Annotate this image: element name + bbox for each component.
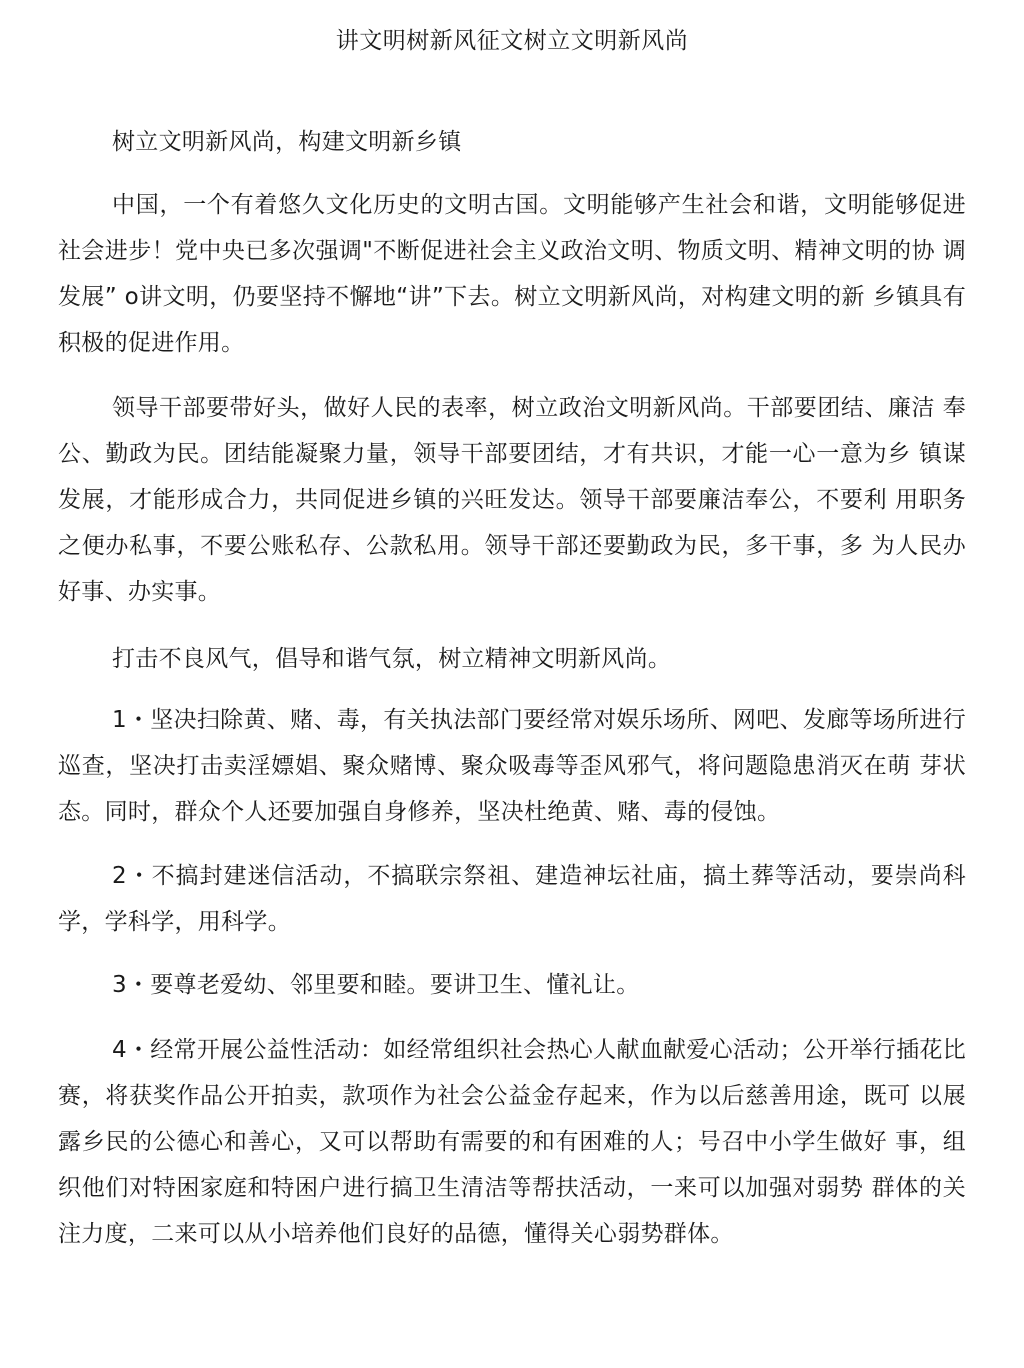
document-subtitle: 树立文明新风尚，构建文明新乡镇 (112, 129, 462, 155)
list-item-2: 2・不搞封建迷信活动，不搞联宗祭祖、建造神坛社庙，搞土葬等活动，要崇尚科学，学科学，用科学。 (58, 863, 966, 935)
document-title: 讲文明树新风征文树立文明新风尚 (335, 28, 689, 54)
paragraph-leaders: 领导干部要带好头，做好人民的表率，树立政治文明新风尚。干部要团结、廉洁 奉公、勤政为民。团结能凝聚力量，领导干部要团结，才有共识，才能一心一意为乡 镇谋发展，才能形成合力，共同促进乡镇的兴旺发达。领导干部要廉洁奉公，不要利 用职务之便办私事，不要公账私存、公款私用。领导干部还要勤政为民，多干事，多 为人民办好事、办实事。 (58, 395, 966, 605)
list-item-1: 1・坚决扫除黄、赌、毒，有关执法部门要经常对娱乐场所、网吧、发廊等场所进行巡查，坚决打击卖淫嫖娼、聚众赌博、聚众吸毒等歪风邪气，将问题隐患消灭在萌 芽状态。同时，群众个人还要加强自身修养，坚决杜绝黄、赌、毒的侵蚀。 (58, 707, 966, 825)
paragraph-intro: 中国，一个有着悠久文化历史的文明古国。文明能够产生社会和谐，文明能够促进社会进步！党中央已多次强调"不断促进社会主义政治文明、物质文明、精神文明的协 调发展” o讲文明，仍要坚持不懈地“讲”下去。树立文明新风尚，对构建文明的新 乡镇具有积极的促进作用。 (58, 192, 966, 356)
list-item-4: 4・经常开展公益性活动：如经常组织社会热心人献血献爱心活动；公开举行插花比赛，将获奖作品公开拍卖，款项作为社会公益金存起来，作为以后慈善用途，既可 以展露乡民的公德心和善心，又可以帮助有需要的和有困难的人；号召中小学生做好 事，组织他们对特困家庭和特困户进行搞卫生清洁等帮扶活动，一来可以加强对弱势 群体的关注力度，二来可以从小培养他们良好的品德，懂得关心弱势群体。 (58, 1037, 966, 1247)
paragraph-fight-bad-habits: 打击不良风气，倡导和谐气氛，树立精神文明新风尚。 (112, 646, 672, 672)
list-item-3: 3・要尊老爱幼、邻里要和睦。要讲卫生、懂礼让。 (112, 972, 640, 998)
